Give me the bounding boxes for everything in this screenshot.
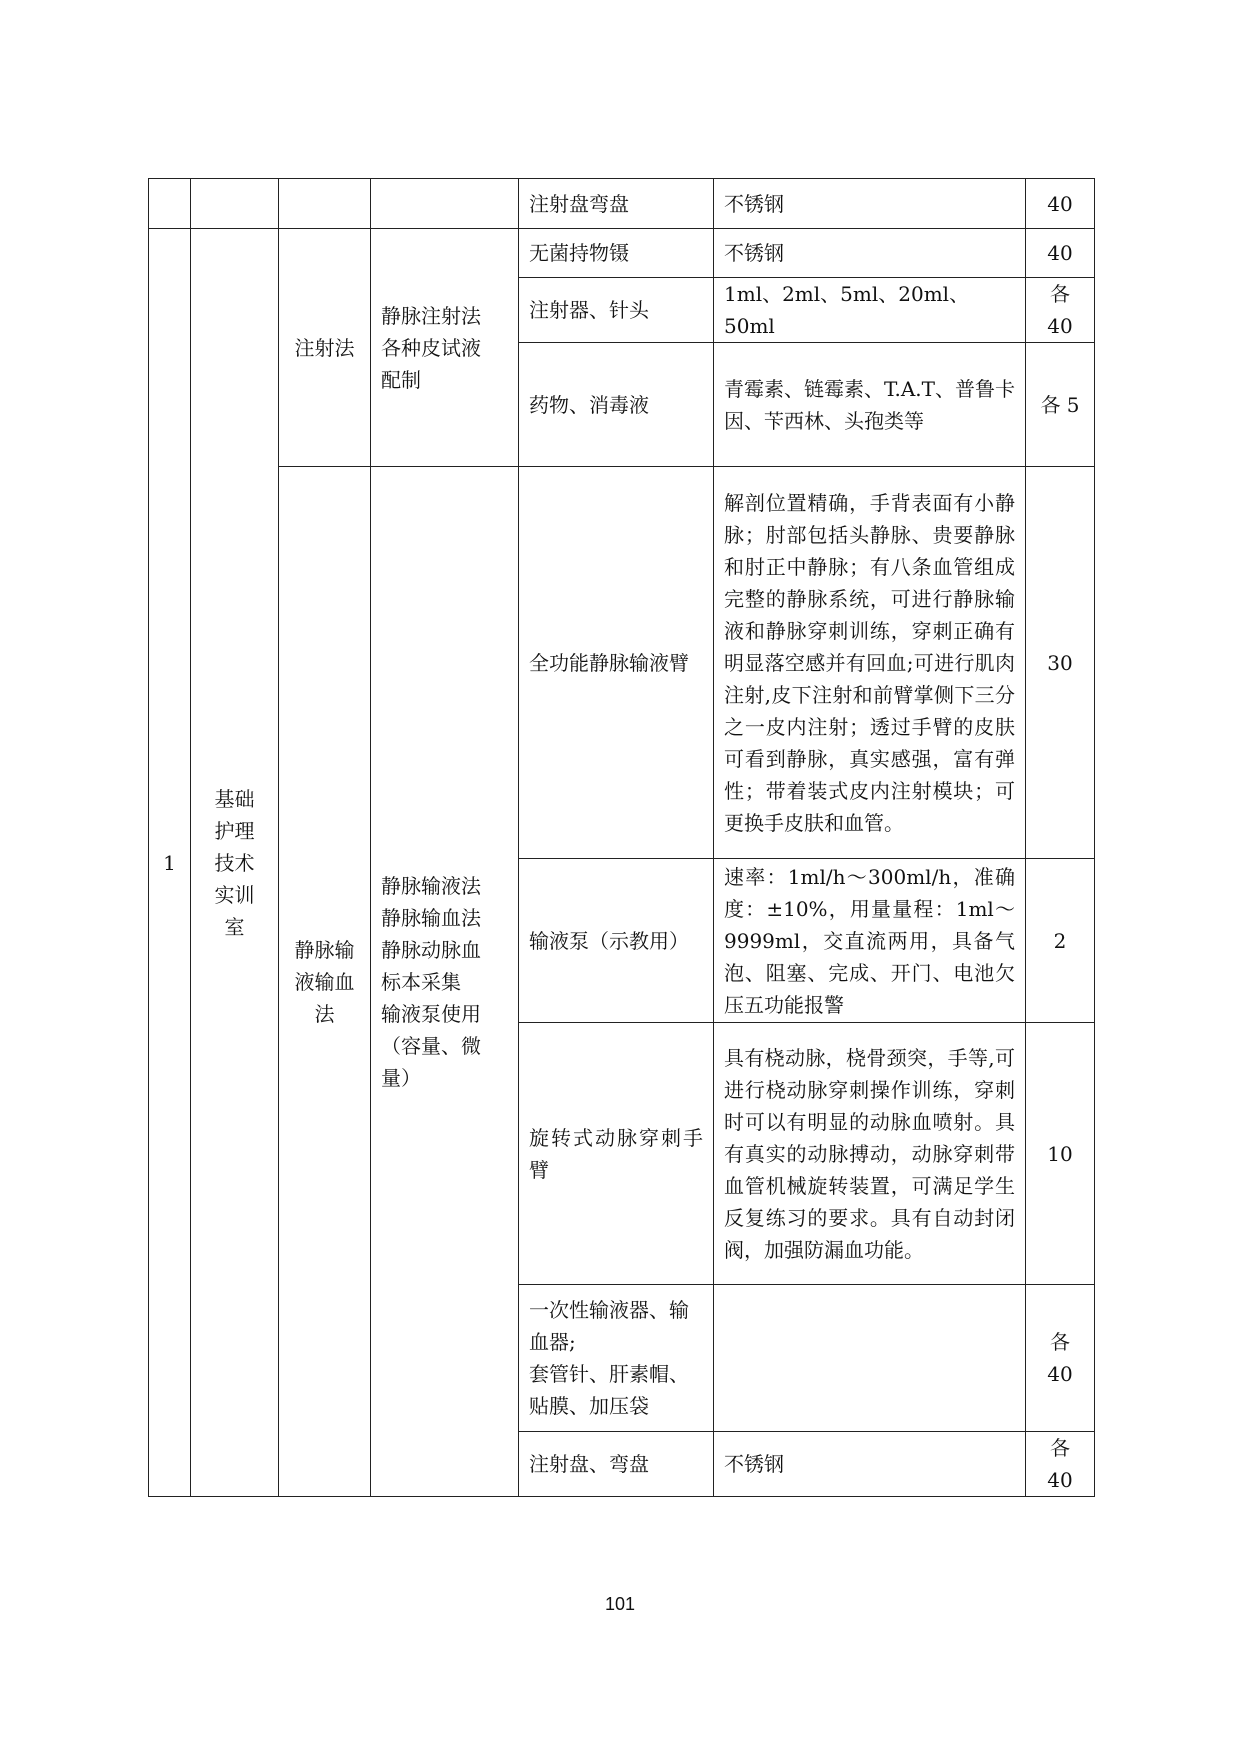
- item-cell: 无菌持物镊: [519, 229, 714, 278]
- table-row: [149, 179, 1095, 229]
- spec-cell: 青霉素、链霉素、T.A.T、普鲁卡因、苄西林、头孢类等: [714, 343, 1026, 467]
- item-line: 一次性输液器、输血器;: [529, 1298, 689, 1354]
- spec-cell: 速率：1ml/h～300ml/h，准确度：±10%，用量量程：1ml～9999ml，交直流两用，具备气泡、阻塞、完成、开门、电池欠压五功能报警: [714, 859, 1026, 1023]
- qty-cell: 各 40: [1026, 1432, 1095, 1497]
- content-cell: [371, 467, 519, 1497]
- qty-cell: 各 40: [1026, 278, 1095, 343]
- item-line: 套管针、肝素帽、贴膜、加压袋: [529, 1362, 689, 1418]
- row-number-cell: 1: [149, 229, 191, 1497]
- empty-cell: [149, 179, 191, 229]
- spec-cell: [714, 1285, 1026, 1432]
- spec-cell: 具有桡动脉，桡骨颈突，手等,可进行桡动脉穿刺操作训练，穿刺时可以有明显的动脉血喷射。具有真实的动脉搏动，动脉穿刺带血管机械旋转装置，可满足学生反复练习的要求。具有自动封闭阀，加强防漏血功能。: [714, 1023, 1026, 1285]
- room-line: 室: [224, 914, 245, 939]
- module-cell: 注射法: [279, 229, 371, 467]
- qty-cell: 40: [1026, 229, 1095, 278]
- qty-cell: 各 40: [1026, 1285, 1095, 1432]
- content-line: 静脉输液法: [381, 873, 481, 898]
- page-number: 101: [604, 1594, 636, 1614]
- room-line: 护理: [214, 818, 255, 843]
- qty-cell: 30: [1026, 467, 1095, 859]
- empty-cell: [371, 179, 519, 229]
- spec-cell: 不锈钢: [714, 229, 1026, 278]
- qty-cell: 各 5: [1026, 343, 1095, 467]
- spec-cell: 不锈钢: [714, 1432, 1026, 1497]
- spec-cell: 解剖位置精确，手背表面有小静脉；肘部包括头静脉、贵要静脉和肘正中静脉；有八条血管组成完整的静脉系统，可进行静脉输液和静脉穿刺训练，穿刺正确有明显落空感并有回血;可进行肌肉注射,皮下注射和前臂掌侧下三分之一皮内注射；透过手臂的皮肤可看到静脉，真实感强，富有弹性；带着装式皮内注射模块；可更换手皮肤和血管。: [714, 467, 1026, 859]
- item-cell: 输液泵（示教用）: [519, 859, 714, 1023]
- item-cell: 注射盘、弯盘: [519, 1432, 714, 1497]
- room-cell: [191, 229, 279, 1497]
- qty-cell: 2: [1026, 859, 1095, 1023]
- content-line: 量）: [381, 1065, 421, 1090]
- content-line: 标本采集: [381, 969, 461, 994]
- content-line: 输液泵使用: [381, 1001, 481, 1026]
- content-line: 配制: [381, 367, 421, 392]
- module-line: 静脉输: [294, 937, 355, 962]
- empty-cell: [191, 179, 279, 229]
- module-line: 法: [314, 1001, 335, 1026]
- content-line: 静脉注射法: [381, 303, 481, 328]
- room-line: 基础: [214, 786, 255, 811]
- content-line: 静脉动脉血: [381, 937, 481, 962]
- item-cell: 注射盘弯盘: [519, 179, 714, 229]
- spec-cell: 1ml、2ml、5ml、20ml、50ml: [714, 278, 1026, 343]
- content-line: 各种皮试液: [381, 335, 481, 360]
- table-row: [149, 467, 1095, 859]
- item-cell: 药物、消毒液: [519, 343, 714, 467]
- qty-cell: 40: [1026, 179, 1095, 229]
- spec-cell: 不锈钢: [714, 179, 1026, 229]
- content-line: 静脉输血法: [381, 905, 481, 930]
- equipment-table: [148, 178, 1095, 1497]
- module-cell: [279, 467, 371, 1497]
- item-cell: 注射器、针头: [519, 278, 714, 343]
- module-line: 液输血: [294, 969, 355, 994]
- item-cell: 旋转式动脉穿刺手臂: [519, 1023, 714, 1285]
- empty-cell: [279, 179, 371, 229]
- content-cell: [371, 229, 519, 467]
- content-line: （容量、微: [381, 1033, 481, 1058]
- room-line: 实训: [214, 882, 255, 907]
- item-cell: [519, 1285, 714, 1432]
- room-line: 技术: [214, 850, 255, 875]
- item-cell: 全功能静脉输液臂: [519, 467, 714, 859]
- table-row: [149, 229, 1095, 278]
- qty-cell: 10: [1026, 1023, 1095, 1285]
